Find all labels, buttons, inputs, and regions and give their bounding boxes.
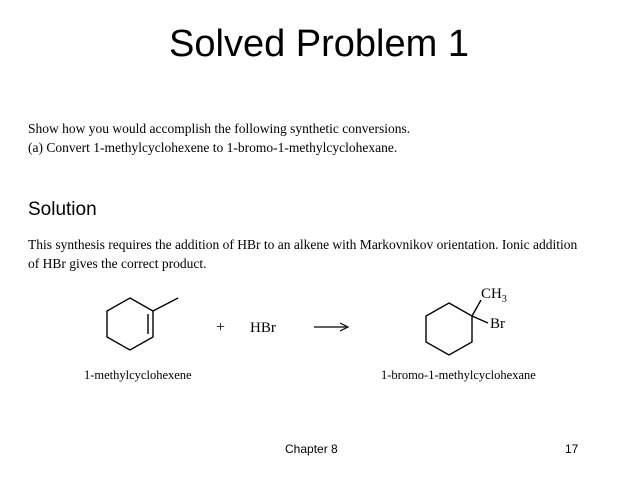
slide-title: Solved Problem 1	[169, 23, 469, 65]
solution-line-2: of HBr gives the correct product.	[28, 256, 207, 271]
problem-line-1: Show how you would accomplish the following synthetic conversions.	[28, 121, 411, 136]
product-name: 1-bromo-1-methylcyclohexane	[381, 368, 536, 382]
problem-line-2: (a) Convert 1-methylcyclohexene to 1-bromo-1-methylcyclohexane.	[28, 140, 398, 155]
methyl-bond	[153, 298, 178, 311]
bromomethylcyclohexane-structure	[426, 300, 488, 355]
ch3-subscript: 3	[501, 294, 507, 305]
reagent-hbr: HBr	[250, 320, 276, 336]
reaction-arrow	[314, 323, 348, 331]
cyclohexane-ring	[426, 303, 472, 355]
methyl-bond	[472, 300, 481, 316]
problem-statement	[28, 119, 410, 157]
methylcyclohexene-structure	[107, 298, 178, 350]
solution-heading: Solution	[28, 199, 97, 220]
solution-text	[28, 235, 618, 273]
page-number: 17	[565, 442, 579, 456]
reactant-name: 1-methylcyclohexene	[84, 368, 192, 382]
ch-text: CH	[481, 286, 502, 302]
bromo-bond	[472, 316, 488, 323]
cyclohexene-ring	[107, 298, 153, 350]
plus-sign: +	[216, 319, 226, 336]
footer-chapter: Chapter 8	[285, 442, 338, 456]
solution-line-1: This synthesis requires the addition of HBr to an alkene with Markovnikov orientation. Ionic addition	[28, 237, 578, 252]
reaction-diagram	[0, 280, 638, 390]
ch3-label	[481, 286, 507, 305]
br-label: Br	[490, 316, 505, 332]
reaction-scheme	[0, 280, 638, 390]
